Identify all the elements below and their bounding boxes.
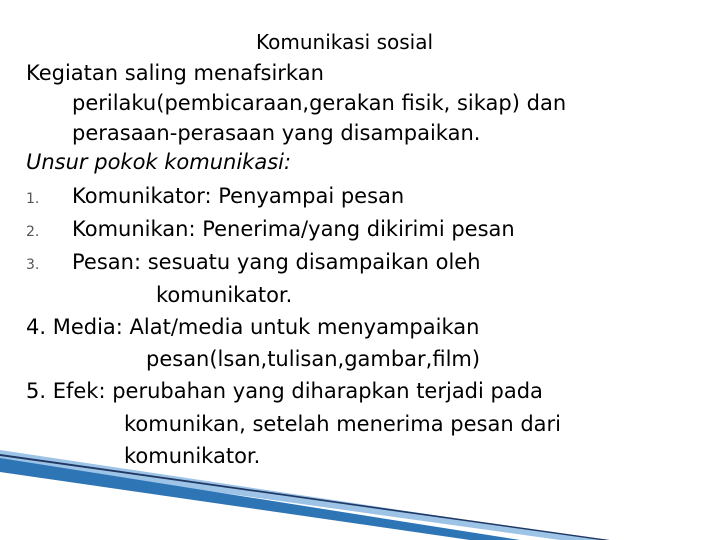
subheading: Unsur pokok komunikasi:	[26, 150, 292, 174]
definition-line-3: perasaan-perasaan yang disampaikan.	[72, 121, 481, 145]
list-number: 1.	[26, 191, 40, 207]
definition-line-2: perilaku(pembicaraan,gerakan fisik, sikap) dan	[72, 91, 567, 115]
list-item-5-cont-1: komunikan, setelah menerima pesan dari	[124, 412, 561, 436]
corner-decoration	[0, 450, 720, 540]
list-text: Komunikator: Penyampai pesan	[72, 184, 405, 208]
list-text: Pesan: sesuatu yang disampaikan oleh	[72, 250, 481, 274]
list-item-5-cont-2: komunikator.	[124, 444, 261, 468]
list-item-5: 5. Efek: perubahan yang diharapkan terjadi pada	[26, 379, 543, 403]
list-number: 3.	[26, 257, 40, 273]
slide-title: Komunikasi sosial	[256, 30, 434, 54]
list-item-3-cont: komunikator.	[156, 283, 293, 307]
definition-line-1: Kegiatan saling menafsirkan	[26, 61, 324, 85]
list-item-4-cont: pesan(lsan,tulisan,gambar,film)	[146, 347, 481, 371]
list-number: 2.	[26, 224, 40, 240]
list-item-4: 4. Media: Alat/media untuk menyampaikan	[26, 315, 480, 339]
list-item-1	[26, 182, 404, 213]
list-item-2	[26, 215, 515, 246]
list-text: Komunikan: Penerima/yang dikirimi pesan	[72, 217, 515, 241]
list-item-3	[26, 248, 481, 279]
